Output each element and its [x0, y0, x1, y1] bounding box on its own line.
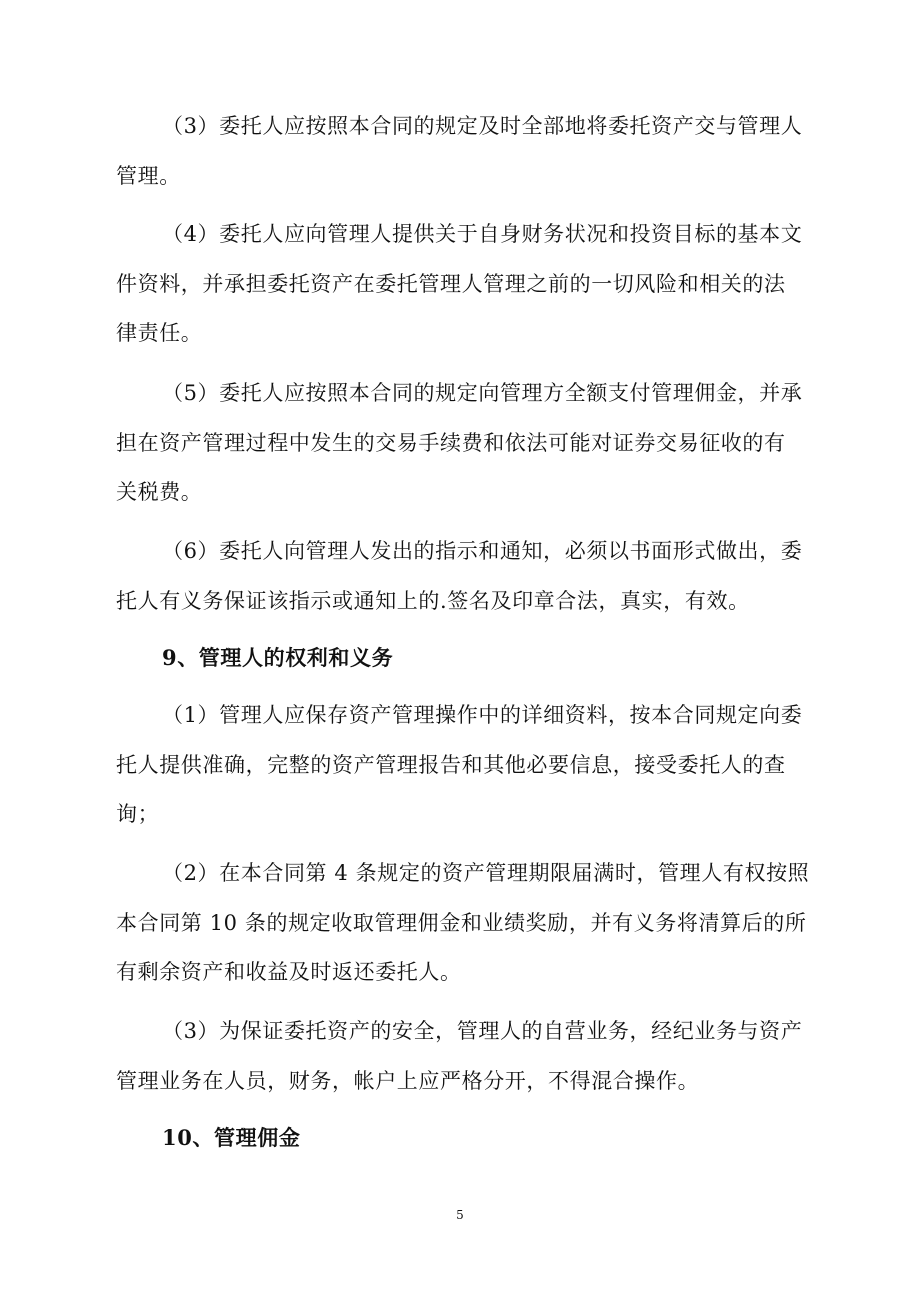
paragraph-line: 关税费。 [116, 480, 203, 504]
paragraph-line: （1）管理人应保存资产管理操作中的详细资料，按本合同规定向委 [162, 703, 803, 727]
paragraph-line: 询； [116, 802, 160, 826]
paragraph-line: （5）委托人应按照本合同的规定向管理方全额支付管理佣金，并承 [162, 381, 803, 405]
section-heading-9: 9、管理人的权利和义务 [162, 645, 394, 670]
paragraph-line: 件资料，并承担委托资产在委托管理人管理之前的一切风险和相关的法 [116, 272, 786, 296]
page-number: 5 [456, 1208, 464, 1222]
paragraph-line: （2）在本合同第 4 条规定的资产管理期限届满时，管理人有权按照 [162, 861, 810, 885]
paragraph-line: 有剩余资产和收益及时返还委托人。 [116, 960, 462, 984]
paragraph-line: （6）委托人向管理人发出的指示和通知，必须以书面形式做出，委 [162, 539, 803, 563]
paragraph-line: 本合同第 10 条的规定收取管理佣金和业绩奖励，并有义务将清算后的所 [116, 911, 807, 935]
section-heading-10: 10、管理佣金 [162, 1125, 301, 1150]
paragraph-line: 律责任。 [116, 321, 203, 345]
paragraph-line: 管理业务在人员，财务，帐户上应严格分开，不得混合操作。 [116, 1069, 700, 1093]
paragraph-line: 担在资产管理过程中发生的交易手续费和依法可能对证券交易征收的有 [116, 431, 786, 455]
paragraph-line: （3）为保证委托资产的安全，管理人的自营业务，经纪业务与资产 [162, 1019, 803, 1043]
paragraph-line: 托人有义务保证该指示或通知上的.签名及印章合法，真实，有效。 [116, 589, 750, 613]
paragraph-line: （3）委托人应按照本合同的规定及时全部地将委托资产交与管理人 [162, 114, 803, 138]
paragraph-line: （4）委托人应向管理人提供关于自身财务状况和投资目标的基本文 [162, 222, 803, 246]
paragraph-line: 管理。 [116, 164, 181, 188]
paragraph-line: 托人提供准确，完整的资产管理报告和其他必要信息，接受委托人的查 [116, 753, 786, 777]
